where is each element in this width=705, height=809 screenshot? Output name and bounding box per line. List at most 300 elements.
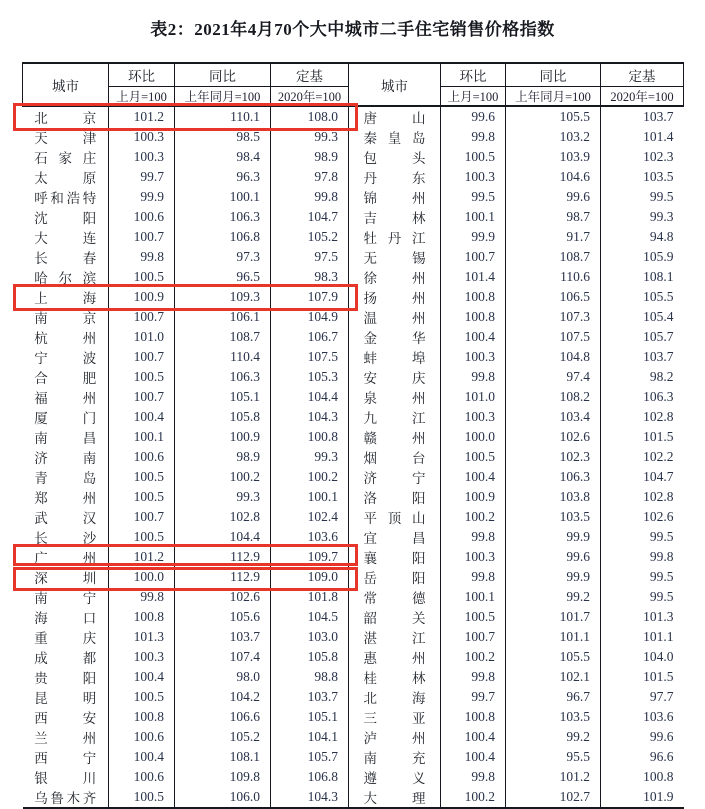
mom-value: 100.9: [109, 287, 175, 307]
city-name: 泉州: [363, 391, 426, 406]
table-row: [23, 387, 684, 407]
base-value: 100.8: [601, 767, 684, 787]
yoy-value: 99.9: [506, 567, 601, 587]
city-name: 福州: [34, 391, 97, 406]
yoy-value: 99.9: [506, 527, 601, 547]
table-row: [23, 767, 684, 787]
page-title: 表2：2021年4月70个大中城市二手住宅销售价格指数: [150, 20, 555, 39]
header-base-right: 定基: [601, 63, 684, 87]
city-name: 北海: [363, 691, 426, 706]
city-name: 南京: [34, 311, 97, 326]
yoy-value: 105.6: [175, 607, 271, 627]
base-value: 103.6: [271, 527, 349, 547]
mom-value: 100.5: [109, 787, 175, 808]
city-cell: [349, 207, 441, 227]
base-value: 99.5: [601, 567, 684, 587]
mom-value: 100.2: [441, 507, 506, 527]
city-name: 九江: [363, 411, 426, 426]
city-name: 烟台: [363, 451, 426, 466]
city-cell: [23, 667, 109, 687]
yoy-value: 98.5: [175, 127, 271, 147]
city-name: 桂林: [363, 671, 426, 686]
city-name: 锦州: [363, 191, 426, 206]
mom-value: 100.1: [441, 587, 506, 607]
base-value: 97.7: [601, 687, 684, 707]
city-name: 南宁: [34, 591, 97, 606]
city-name: 杭州: [34, 331, 97, 346]
city-name: 安庆: [363, 371, 426, 386]
city-cell: [349, 747, 441, 767]
subheader-mom-left: 上月=100: [109, 87, 175, 107]
base-value: 101.1: [601, 627, 684, 647]
yoy-value: 102.8: [175, 507, 271, 527]
yoy-value: 100.2: [175, 467, 271, 487]
city-cell: [349, 547, 441, 567]
base-value: 107.9: [271, 287, 349, 307]
table-row: [23, 447, 684, 467]
city-name: 天津: [34, 131, 97, 146]
city-cell: [23, 207, 109, 227]
city-cell: [349, 387, 441, 407]
base-value: 102.2: [601, 447, 684, 467]
city-name: 石家庄: [34, 151, 97, 166]
header-row-1: [23, 63, 684, 87]
base-value: 102.8: [601, 407, 684, 427]
mom-value: 99.8: [441, 127, 506, 147]
mom-value: 101.4: [441, 267, 506, 287]
base-value: 99.5: [601, 187, 684, 207]
city-name: 赣州: [363, 431, 426, 446]
mom-value: 100.7: [109, 307, 175, 327]
table-row: [23, 587, 684, 607]
city-cell: [349, 307, 441, 327]
city-cell: [23, 147, 109, 167]
city-name: 乌鲁木齐: [34, 791, 97, 806]
header-base-left: 定基: [271, 63, 349, 87]
city-cell: [349, 727, 441, 747]
city-cell: [349, 347, 441, 367]
table-row: [23, 327, 684, 347]
mom-value: 100.4: [441, 727, 506, 747]
yoy-value: 99.3: [175, 487, 271, 507]
yoy-value: 103.8: [506, 487, 601, 507]
yoy-value: 110.4: [175, 347, 271, 367]
yoy-value: 106.5: [506, 287, 601, 307]
city-name: 平顶山: [363, 511, 426, 526]
city-cell: [349, 767, 441, 787]
city-cell: [349, 587, 441, 607]
yoy-value: 105.5: [506, 106, 601, 127]
city-cell: [349, 407, 441, 427]
base-value: 101.4: [601, 127, 684, 147]
yoy-value: 102.3: [506, 447, 601, 467]
city-cell: [23, 347, 109, 367]
table-row: [23, 147, 684, 167]
yoy-value: 99.6: [506, 187, 601, 207]
city-cell: [23, 327, 109, 347]
city-name: 岳阳: [363, 571, 426, 586]
city-cell: [349, 707, 441, 727]
yoy-value: 101.1: [506, 627, 601, 647]
mom-value: 100.0: [441, 427, 506, 447]
city-name: 遵义: [363, 771, 426, 786]
city-name: 宁波: [34, 351, 97, 366]
city-name: 泸州: [363, 731, 426, 746]
base-value: 104.7: [271, 207, 349, 227]
base-value: 105.3: [271, 367, 349, 387]
city-cell: [23, 407, 109, 427]
base-value: 100.2: [271, 467, 349, 487]
base-value: 105.2: [271, 227, 349, 247]
yoy-value: 107.4: [175, 647, 271, 667]
base-value: 104.7: [601, 467, 684, 487]
city-name: 沈阳: [34, 211, 97, 226]
city-name: 蚌埠: [363, 351, 426, 366]
city-name: 惠州: [363, 651, 426, 666]
base-value: 103.0: [271, 627, 349, 647]
city-cell: [349, 167, 441, 187]
mom-value: 100.7: [109, 387, 175, 407]
base-value: 105.7: [271, 747, 349, 767]
yoy-value: 91.7: [506, 227, 601, 247]
yoy-value: 97.3: [175, 247, 271, 267]
city-cell: [23, 687, 109, 707]
city-name: 上海: [34, 291, 97, 306]
mom-value: 100.6: [109, 767, 175, 787]
mom-value: 99.8: [441, 667, 506, 687]
mom-value: 100.3: [109, 127, 175, 147]
city-name: 扬州: [363, 291, 426, 306]
base-value: 103.5: [601, 167, 684, 187]
mom-value: 100.3: [441, 347, 506, 367]
header-mom-left: 环比: [109, 63, 175, 87]
yoy-value: 103.9: [506, 147, 601, 167]
base-value: 101.3: [601, 607, 684, 627]
yoy-value: 103.5: [506, 707, 601, 727]
yoy-value: 103.2: [506, 127, 601, 147]
base-value: 97.5: [271, 247, 349, 267]
city-cell: [349, 227, 441, 247]
yoy-value: 106.1: [175, 307, 271, 327]
mom-value: 99.7: [441, 687, 506, 707]
mom-value: 101.0: [441, 387, 506, 407]
base-value: 103.7: [601, 347, 684, 367]
yoy-value: 104.8: [506, 347, 601, 367]
yoy-value: 98.7: [506, 207, 601, 227]
subheader-mom-right: 上月=100: [441, 87, 506, 107]
city-cell: [23, 567, 109, 587]
city-cell: [349, 527, 441, 547]
city-name: 西宁: [34, 751, 97, 766]
city-name: 西安: [34, 711, 97, 726]
yoy-value: 103.4: [506, 407, 601, 427]
yoy-value: 108.7: [506, 247, 601, 267]
subheader-base-left: 2020年=100: [271, 87, 349, 107]
table-row: [23, 187, 684, 207]
header-city-left: 城市: [23, 63, 109, 106]
base-value: 99.5: [601, 527, 684, 547]
mom-value: 100.4: [441, 747, 506, 767]
base-value: 105.5: [601, 287, 684, 307]
city-cell: [23, 267, 109, 287]
base-value: 104.1: [271, 727, 349, 747]
yoy-value: 102.6: [175, 587, 271, 607]
table-row: [23, 347, 684, 367]
mom-value: 100.9: [441, 487, 506, 507]
table-row: [23, 727, 684, 747]
yoy-value: 105.2: [175, 727, 271, 747]
mom-value: 100.5: [109, 487, 175, 507]
city-cell: [349, 427, 441, 447]
mom-value: 100.2: [441, 787, 506, 808]
base-value: 108.1: [601, 267, 684, 287]
city-cell: [23, 607, 109, 627]
city-name: 襄阳: [363, 551, 426, 566]
table-row: [23, 127, 684, 147]
base-value: 100.8: [271, 427, 349, 447]
base-value: 99.3: [271, 447, 349, 467]
mom-value: 99.5: [441, 187, 506, 207]
city-cell: [349, 127, 441, 147]
city-cell: [23, 747, 109, 767]
mom-value: 99.8: [441, 767, 506, 787]
mom-value: 100.8: [441, 707, 506, 727]
city-name: 温州: [363, 311, 426, 326]
city-name: 昆明: [34, 691, 97, 706]
mom-value: 101.2: [109, 547, 175, 567]
city-name: 重庆: [34, 631, 97, 646]
yoy-value: 103.7: [175, 627, 271, 647]
yoy-value: 98.0: [175, 667, 271, 687]
city-name: 常德: [363, 591, 426, 606]
mom-value: 100.5: [441, 147, 506, 167]
table-row: [23, 487, 684, 507]
mom-value: 99.7: [109, 167, 175, 187]
base-value: 99.6: [601, 727, 684, 747]
base-value: 97.8: [271, 167, 349, 187]
city-cell: [23, 787, 109, 808]
table-row: [23, 407, 684, 427]
city-cell: [349, 187, 441, 207]
city-cell: [23, 767, 109, 787]
city-cell: [23, 587, 109, 607]
yoy-value: 97.4: [506, 367, 601, 387]
city-name: 广州: [34, 551, 97, 566]
yoy-value: 100.1: [175, 187, 271, 207]
table-row: [23, 227, 684, 247]
city-cell: [23, 187, 109, 207]
yoy-value: 102.6: [506, 427, 601, 447]
city-cell: [23, 727, 109, 747]
subheader-base-right: 2020年=100: [601, 87, 684, 107]
yoy-value: 106.8: [175, 227, 271, 247]
yoy-value: 106.3: [506, 467, 601, 487]
mom-value: 100.3: [441, 547, 506, 567]
mom-value: 100.6: [109, 727, 175, 747]
city-name: 秦皇岛: [363, 131, 426, 146]
yoy-value: 108.7: [175, 327, 271, 347]
city-name: 哈尔滨: [34, 271, 97, 286]
mom-value: 100.7: [109, 507, 175, 527]
yoy-value: 95.5: [506, 747, 601, 767]
yoy-value: 106.6: [175, 707, 271, 727]
yoy-value: 96.7: [506, 687, 601, 707]
mom-value: 100.4: [109, 667, 175, 687]
mom-value: 100.4: [441, 327, 506, 347]
city-cell: [349, 667, 441, 687]
base-value: 100.1: [271, 487, 349, 507]
header-yoy-left: 同比: [175, 63, 271, 87]
yoy-value: 104.4: [175, 527, 271, 547]
table-row: [23, 247, 684, 267]
table-row: [23, 467, 684, 487]
city-name: 牡丹江: [363, 231, 426, 246]
mom-value: 100.7: [441, 247, 506, 267]
city-name: 太原: [34, 171, 97, 186]
city-cell: [23, 447, 109, 467]
mom-value: 100.5: [109, 687, 175, 707]
city-cell: [23, 227, 109, 247]
yoy-value: 99.2: [506, 587, 601, 607]
city-cell: [349, 327, 441, 347]
mom-value: 100.3: [441, 167, 506, 187]
table-row: [23, 427, 684, 447]
city-name: 合肥: [34, 371, 97, 386]
mom-value: 100.8: [109, 707, 175, 727]
base-value: 107.5: [271, 347, 349, 367]
yoy-value: 105.5: [506, 647, 601, 667]
table-row: [23, 287, 684, 307]
base-value: 101.9: [601, 787, 684, 808]
city-name: 厦门: [34, 411, 97, 426]
city-name: 长春: [34, 251, 97, 266]
mom-value: 99.6: [441, 106, 506, 127]
yoy-value: 106.3: [175, 367, 271, 387]
price-index-table: [22, 62, 684, 809]
yoy-value: 112.9: [175, 567, 271, 587]
base-value: 103.7: [271, 687, 349, 707]
base-value: 101.5: [601, 427, 684, 447]
city-name: 成都: [34, 651, 97, 666]
city-cell: [23, 367, 109, 387]
yoy-value: 96.3: [175, 167, 271, 187]
base-value: 102.8: [601, 487, 684, 507]
city-cell: [23, 127, 109, 147]
base-value: 105.9: [601, 247, 684, 267]
city-cell: [349, 267, 441, 287]
city-cell: [23, 527, 109, 547]
mom-value: 99.9: [441, 227, 506, 247]
yoy-value: 112.9: [175, 547, 271, 567]
city-name: 济南: [34, 451, 97, 466]
city-cell: [349, 507, 441, 527]
mom-value: 100.4: [109, 747, 175, 767]
base-value: 104.3: [271, 787, 349, 808]
yoy-value: 105.1: [175, 387, 271, 407]
table-row: [23, 106, 684, 127]
table-row: [23, 707, 684, 727]
mom-value: 100.3: [441, 407, 506, 427]
city-cell: [23, 106, 109, 127]
mom-value: 99.8: [109, 587, 175, 607]
yoy-value: 106.3: [175, 207, 271, 227]
yoy-value: 101.2: [506, 767, 601, 787]
base-value: 101.5: [601, 667, 684, 687]
city-cell: [23, 287, 109, 307]
city-cell: [349, 247, 441, 267]
city-name: 深圳: [34, 571, 97, 586]
mom-value: 99.8: [441, 567, 506, 587]
base-value: 101.8: [271, 587, 349, 607]
base-value: 98.9: [271, 147, 349, 167]
mom-value: 100.8: [109, 607, 175, 627]
city-cell: [349, 487, 441, 507]
header-yoy-right: 同比: [506, 63, 601, 87]
base-value: 99.8: [271, 187, 349, 207]
mom-value: 100.1: [109, 427, 175, 447]
city-cell: [349, 367, 441, 387]
city-cell: [349, 647, 441, 667]
yoy-value: 110.1: [175, 106, 271, 127]
subheader-yoy-right: 上年同月=100: [506, 87, 601, 107]
mom-value: 100.5: [441, 447, 506, 467]
table-row: [23, 367, 684, 387]
city-name: 兰州: [34, 731, 97, 746]
city-name: 徐州: [363, 271, 426, 286]
city-cell: [23, 467, 109, 487]
table-row: [23, 167, 684, 187]
city-name: 郑州: [34, 491, 97, 506]
city-name: 宜昌: [363, 531, 426, 546]
mom-value: 100.5: [109, 467, 175, 487]
city-cell: [23, 307, 109, 327]
city-name: 济宁: [363, 471, 426, 486]
mom-value: 100.2: [441, 647, 506, 667]
mom-value: 100.5: [109, 367, 175, 387]
city-name: 三亚: [363, 711, 426, 726]
base-value: 105.7: [601, 327, 684, 347]
base-value: 102.4: [271, 507, 349, 527]
yoy-value: 108.1: [175, 747, 271, 767]
table-row: [23, 507, 684, 527]
base-value: 98.3: [271, 267, 349, 287]
city-cell: [349, 447, 441, 467]
base-value: 106.3: [601, 387, 684, 407]
yoy-value: 108.2: [506, 387, 601, 407]
base-value: 104.5: [271, 607, 349, 627]
base-value: 103.6: [601, 707, 684, 727]
mom-value: 100.0: [109, 567, 175, 587]
city-name: 南充: [363, 751, 426, 766]
city-cell: [23, 507, 109, 527]
base-value: 106.8: [271, 767, 349, 787]
base-value: 94.8: [601, 227, 684, 247]
mom-value: 100.6: [109, 447, 175, 467]
city-name: 大连: [34, 231, 97, 246]
city-name: 海口: [34, 611, 97, 626]
header-mom-right: 环比: [441, 63, 506, 87]
base-value: 104.3: [271, 407, 349, 427]
yoy-value: 99.6: [506, 547, 601, 567]
base-value: 104.0: [601, 647, 684, 667]
mom-value: 100.5: [109, 267, 175, 287]
city-name: 包头: [363, 151, 426, 166]
city-name: 武汉: [34, 511, 97, 526]
base-value: 99.3: [271, 127, 349, 147]
city-name: 青岛: [34, 471, 97, 486]
yoy-value: 105.8: [175, 407, 271, 427]
base-value: 106.7: [271, 327, 349, 347]
